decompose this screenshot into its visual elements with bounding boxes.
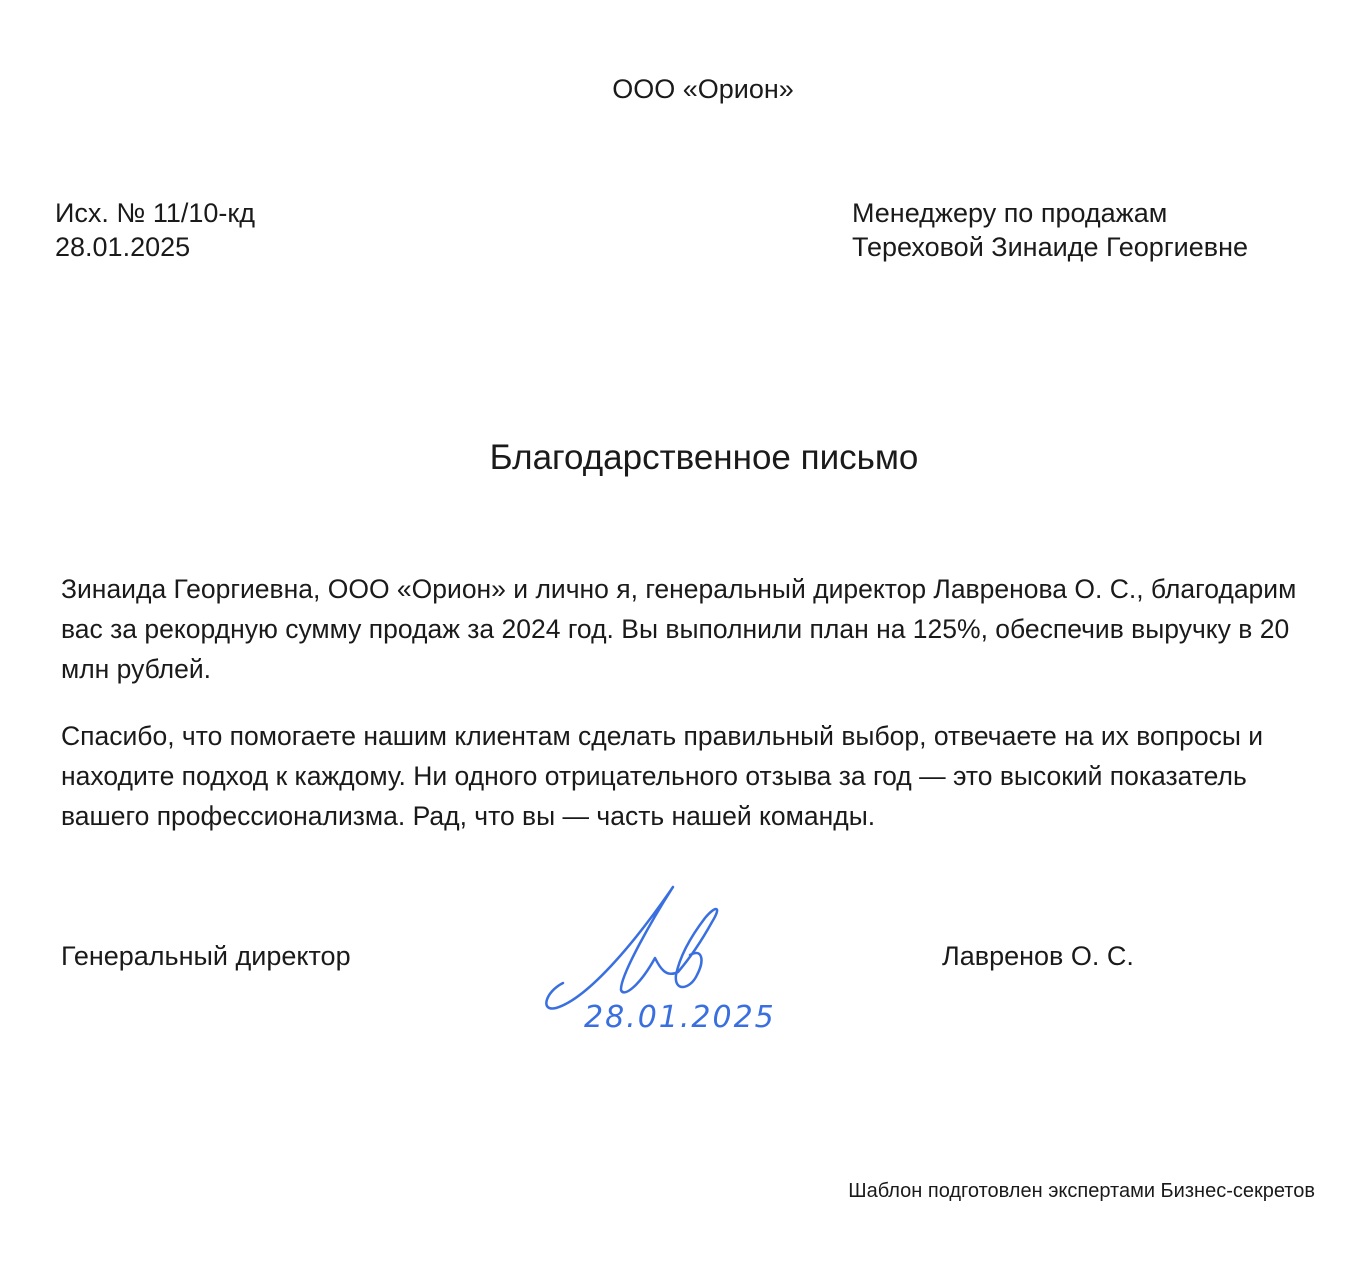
outgoing-date: 28.01.2025 — [55, 232, 191, 262]
body-paragraph: Зинаида Георгиевна, ООО «Орион» и лично я, генеральный директор Лавренова О. С., благодарим вас за рекордную сумму продаж за 2024 год. Вы выполнили план на 125%, обеспечив выручку в 20 млн рублей. — [61, 574, 1297, 684]
letter-title: Благодарственное письмо — [489, 438, 919, 477]
outgoing-number: Исх. № 11/10-кд — [55, 198, 255, 228]
signature-date: 28.01.2025 — [584, 1000, 776, 1035]
template-note: Шаблон подготовлен экспертами Бизнес-секретов — [848, 1180, 1315, 1202]
recipient-name: Тереховой Зинаиде Георгиевне — [852, 232, 1249, 262]
organization-name: ООО «Орион» — [612, 74, 794, 104]
signer-name: Лавренов О. С. — [942, 941, 1134, 971]
body-paragraph: Спасибо, что помогаете нашим клиентам сделать правильный выбор, отвечаете на их вопросы и находите подход к каждому. Ни одного отрицательного отзыва за год — это высокий показатель вашего профессионализма. Рад, что вы — часть нашей команды. — [61, 721, 1264, 831]
recipient-position: Менеджеру по продажам — [852, 198, 1168, 228]
signer-position: Генеральный директор — [61, 941, 351, 971]
